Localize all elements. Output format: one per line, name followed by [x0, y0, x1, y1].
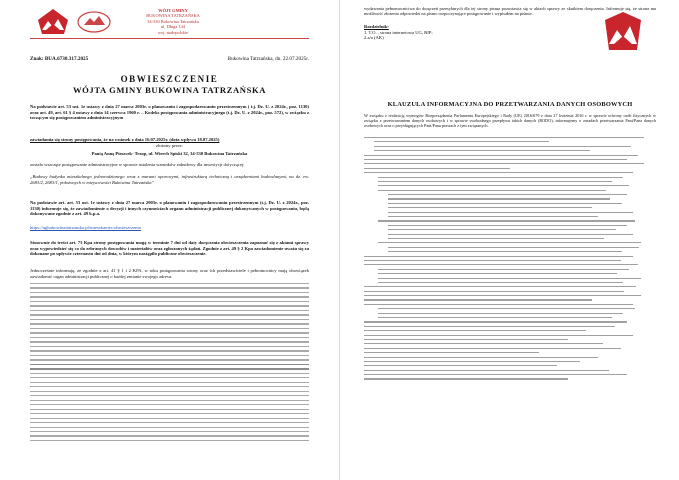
text-line	[364, 172, 633, 173]
text-line	[364, 299, 592, 300]
text-line	[30, 292, 309, 293]
document-date: Bukowina Tatrzańska, dn. 22.07.2025r.	[227, 56, 309, 62]
text-line	[388, 216, 598, 217]
left-document-page	[0, 0, 339, 480]
text-line	[364, 291, 624, 292]
text-line	[364, 137, 644, 138]
text-line	[30, 404, 309, 405]
text-line	[364, 256, 633, 257]
privacy-clause-intro: W związku z realizacją wymogów Rozporządzenia Parlamentu Europejskiego i Rady (UE) 2016/679 z dnia 27 kwietnia 2016 r. w sprawie ochrony osób fizycznych w związku z przetwarzaniem danych osobowych i w sprawie swobodnego przepływu takich danych (RODO), informujemy o zasadach przetwarzania Pani/Pana danych osobowych oraz o przysługujących Pani/Panu prawach z tym związanych.	[364, 113, 656, 128]
body-text-block	[30, 283, 309, 444]
text-line	[388, 251, 622, 252]
letterhead-line: BUKOWINA TATRZAŃSKA	[146, 13, 200, 19]
recipient-item: 1. T.O. , strona internetowa UG, BIP;	[364, 29, 433, 35]
text-line	[364, 168, 510, 169]
text-line	[374, 150, 590, 151]
text-line	[364, 374, 627, 375]
text-line	[30, 301, 309, 302]
recipients-label: Rozdzielnik:	[364, 24, 389, 29]
letterhead-divider	[30, 38, 309, 39]
text-line	[378, 220, 635, 221]
recipients-block	[364, 24, 433, 41]
text-line	[378, 242, 641, 243]
letterhead-line: ul. Długa 144	[160, 24, 186, 30]
text-line	[364, 335, 633, 336]
text-line	[30, 296, 309, 297]
text-line	[378, 308, 635, 309]
text-line	[364, 370, 609, 371]
paragraph-notice: zawiadamia się strony postępowania, że na wniosek z dnia 16.07.2025r. (data wpływu 18.07.2025)	[30, 137, 220, 142]
text-line	[364, 163, 644, 164]
right-document-page	[340, 0, 679, 480]
text-line	[30, 391, 309, 392]
text-line	[30, 350, 309, 351]
text-line	[364, 339, 568, 340]
paragraph-address-duty: Jednocześnie informuję, że zgodnie z art. 41 § 1 i 2 KPA, w toku postępowania strony oraz ich przedstawiciele i pełnomocnicy mają obowiązek zawiadomić organ administracji publicznej o każdej zmianie swojego adresu.	[30, 268, 309, 279]
text-line	[30, 359, 309, 360]
text-line	[364, 378, 568, 379]
text-line	[30, 413, 309, 414]
text-line	[30, 314, 309, 315]
letterhead-line: woj. małopolskie	[157, 29, 189, 35]
paragraph-submitted-by: złożony przez:	[156, 143, 183, 148]
text-line	[30, 435, 309, 436]
text-line	[30, 373, 309, 374]
text-line	[364, 264, 638, 265]
text-line	[388, 194, 627, 195]
text-line	[378, 273, 617, 274]
paragraph-notification: Na podstawie art. art. 53 ust. 1e ustawy z dnia 27 marca 2003r. o planowaniu i zagospodarowaniu przestrzennym (t.j. Dz. U. z 2024r., poz. 1130) informuje się, że zawiadomienie o decyzji i innych czynnościach organu administracji publicznej dokonywanych w postępowaniu, będą dokonywane zgodnie z art. 49 k.p.a.	[30, 200, 309, 216]
text-line	[364, 326, 615, 327]
privacy-clause-body	[364, 137, 656, 383]
text-line	[30, 427, 309, 428]
gmina-crest-icon	[36, 6, 70, 36]
text-line	[374, 141, 549, 142]
letterhead-line: 34-530 Bukowina Tatrzańska	[147, 18, 199, 24]
text-line	[378, 185, 629, 186]
gmina-crest-icon	[602, 10, 644, 54]
text-line	[30, 310, 309, 311]
text-line	[364, 357, 598, 358]
text-line	[30, 431, 309, 432]
text-line	[364, 295, 641, 296]
text-line	[364, 352, 539, 353]
text-line	[30, 341, 309, 342]
text-line	[30, 368, 309, 369]
text-line	[30, 400, 309, 401]
text-line	[364, 321, 627, 322]
text-line	[388, 234, 633, 235]
document-signature: Znak: BUA.6730.317.2025	[30, 56, 89, 62]
text-line	[364, 348, 621, 349]
text-line	[30, 382, 309, 383]
text-line	[364, 260, 621, 261]
text-line	[378, 317, 612, 318]
text-line	[388, 207, 592, 208]
investment-description: „Budowy budynku mieszkalnego jednorodzinnego wraz z murami oporowymi, infrastrukturą techniczną i urządzeniami budowlanymi, na dz. ew. 2683/2, 2683/1, położonych w miejscowości Bukowina Tatrzańska”	[30, 174, 309, 185]
text-line	[374, 146, 631, 147]
text-line	[364, 361, 580, 362]
privacy-clause-title: KLAUZULA INFORMACYJNA DO PRZETWARZANIA DANYCH OSOBOWYCH	[387, 101, 633, 108]
text-line	[30, 355, 309, 356]
text-line	[378, 181, 612, 182]
paragraph-legal-basis: Na podstawie art. 53 ust. 1e ustawy z dnia 27 marca 2003r. o planowaniu i zagospodarowaniu przestrzennym ( t.j. Dz. U. z 2024r., poz. 1130) oraz art. 49, art. 61 § 4 ustawy z dnia 14 czerwca 1960 r. – Kodeks postępowania administracyjnego (t.j. Dz. U. z 2024r., poz. 572), w związku z toczącym się postępowaniem administracyjnym	[30, 104, 309, 120]
text-line	[30, 418, 309, 419]
text-line	[30, 422, 309, 423]
text-line	[378, 278, 641, 279]
recipient-item: 2.a/a (AK)	[364, 35, 384, 41]
text-line	[30, 305, 309, 306]
text-line	[30, 319, 309, 320]
text-line	[30, 364, 309, 365]
document-subtitle: WÓJTA GMINY BUKOWINA TATRZAŃSKA	[72, 85, 267, 95]
text-line	[30, 287, 309, 288]
right-page-intro-text: wydawania pełnomocnictwa do doręczeń przesyłanych dla tej strony pisma pozostawia się w aktach sprawy ze skutkiem doręczenia. Informuje się, że strona ma możliwość złożenia odpowiedzi na pismo rozpoczynające postępowanie i wypisałem na piśmie.	[364, 6, 656, 17]
text-line	[378, 313, 623, 314]
text-line	[30, 323, 309, 324]
official-logo	[76, 10, 112, 34]
text-line	[364, 304, 633, 305]
letterhead	[118, 8, 228, 35]
text-line	[388, 247, 639, 248]
notice-link[interactable]: https://ugbukowinatatrzanska.pl/mieszkaniec/obwieszczenia	[30, 225, 141, 230]
text-line	[378, 282, 623, 283]
text-line	[378, 269, 629, 270]
text-line	[30, 337, 309, 338]
text-line	[378, 177, 623, 178]
text-line	[30, 328, 309, 329]
text-line	[364, 330, 586, 331]
text-line	[388, 212, 633, 213]
text-line	[30, 377, 309, 378]
text-line	[30, 440, 309, 441]
text-line	[388, 198, 610, 199]
text-line	[388, 229, 616, 230]
text-line	[30, 409, 309, 410]
text-line	[364, 365, 557, 366]
text-line	[30, 283, 309, 284]
text-line	[388, 203, 622, 204]
text-line	[30, 386, 309, 387]
applicant-line: Panią Annę Pieszcek- Trzop, ul. Wierch Spiski 32, 34-530 Bukowina Tatrzańska	[91, 151, 248, 156]
text-line	[388, 238, 604, 239]
text-line	[30, 346, 309, 347]
letterhead-line: WÓJT GMINY	[158, 8, 188, 13]
text-line	[30, 332, 309, 333]
paragraph-review-deadline: Stosownie do treści art. 73 Kpa strony postępowania mogą w terminie 7 dni od daty doręczenia obwieszczenia zapoznać się z aktami sprawy oraz wypowiedzieć się co do zebranych dowodów i materiałów oraz zgłoszonych żądań. Zgodnie z art. 49 § 2 Kpa zawiadomienie uważa się za dokonane po upływie czternastu dni od dnia, w którym nastąpiło publiczne obwieszczenie.	[30, 240, 309, 256]
text-line	[378, 190, 606, 191]
paragraph-proceeding: zostało wszczęte postępowanie administracyjne w sprawie ustalenia warunków zabudowy dla inwestycji dotyczącej:	[30, 162, 245, 167]
text-line	[364, 155, 638, 156]
text-line	[364, 159, 627, 160]
text-line	[364, 343, 603, 344]
text-line	[388, 225, 627, 226]
document-title: OBWIESZCZENIE	[120, 74, 219, 84]
text-line	[30, 395, 309, 396]
text-line	[364, 286, 636, 287]
